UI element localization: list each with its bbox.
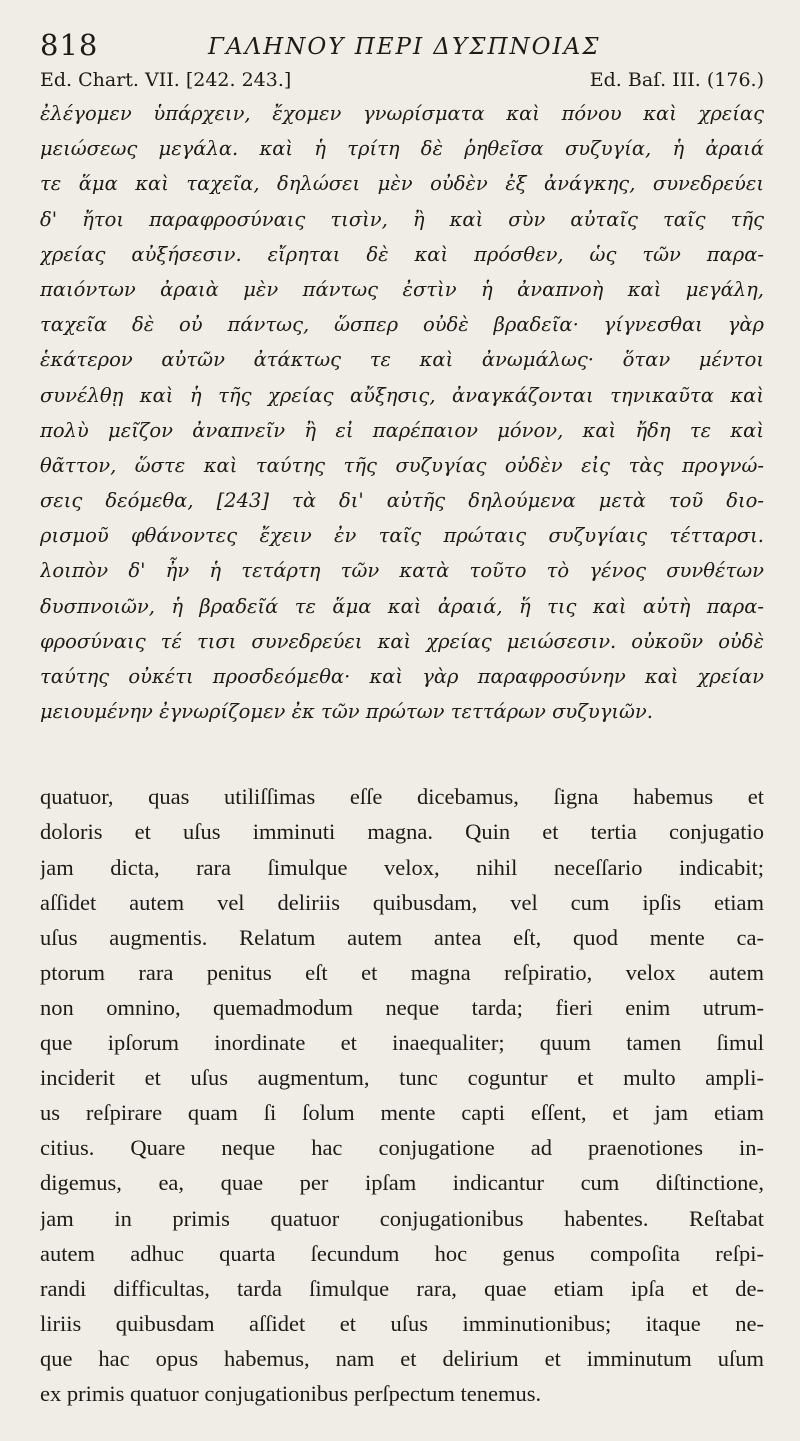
text-line: ex primis quatuor conjugationibus perſpectum tenemus. — [40, 1380, 542, 1406]
text-line: quatuor, quas utiliſſimas eſſe dicebamus, ſigna habemus et — [40, 784, 764, 810]
text-line: jam in primis quatuor conjugationibus habentes. Reſtabat — [40, 1205, 764, 1231]
text-line: non omnino, quemadmodum neque tarda; fieri enim utrum- — [40, 994, 764, 1020]
text-line: ἑκάτερον αὐτῶν ἀτάκτως τε καὶ ἀνωμάλως· ὅταν μέντοι — [40, 348, 764, 372]
running-head — [40, 22, 764, 66]
text-line: jam dicta, rara ſimulque velox, nihil neceſſario indicabit; — [40, 854, 764, 880]
latin-text-block — [40, 779, 764, 1411]
text-line: τε ἅμα καὶ ταχεῖα, δηλώσει μὲν οὐδὲν ἐξ ἀνάγκης, συνεδρεύει — [40, 172, 764, 196]
text-line: ταύτης οὐκέτι προσδεόμεθα· καὶ γὰρ παραφροσύνην καὶ χρείαν — [40, 665, 764, 688]
text-line: θᾶττον, ὥστε καὶ ταύτης τῆς συζυγίας οὐδὲν εἰς τὰς προγνώ- — [40, 453, 764, 477]
edition-reference-line — [40, 66, 764, 94]
text-line: σεις δεόμεθα, [243] τὰ δι' αὐτῆς δηλούμενα μετὰ τοῦ διο- — [40, 489, 764, 513]
text-line: liriis quibusdam aſſidet et uſus imminutionibus; itaque ne- — [40, 1310, 764, 1336]
text-line: uſus augmentis. Relatum autem antea eſt, quod mente ca- — [40, 924, 764, 950]
text-line: ἐλέγομεν ὑπάρχειν, ἔχομεν γνωρίσματα καὶ πόνου καὶ χρείας — [40, 102, 764, 125]
text-line: doloris et uſus imminuti magna. Quin et tertia conjugatio — [40, 819, 764, 845]
greek-text-block — [40, 96, 764, 729]
text-line: παιόντων ἀραιὰ μὲν πάντως ἐστὶν ἡ ἀναπνοὴ καὶ μεγάλη, — [40, 277, 764, 301]
text-line: δυσπνοιῶν, ἡ βραδεῖά τε ἅμα καὶ ἀραιά, ἥ τις καὶ αὐτὴ παρα- — [40, 594, 764, 618]
text-line: χρείας αὐξήσεσιν. εἴρηται δὲ καὶ πρόσθεν, ὡς τῶν παρα- — [40, 242, 764, 266]
text-line: inciderit et uſus augmentum, tunc coguntur et multo ampli- — [40, 1065, 764, 1091]
text-line: us reſpirare quam ſi ſolum mente capti eſſent, et jam etiam — [40, 1100, 764, 1126]
text-line: συνέλθῃ καὶ ἡ τῆς χρείας αὔξησις, ἀναγκάζονται τηνικαῦτα καὶ — [40, 383, 764, 407]
text-line: randi difficultas, tarda ſimulque rara, quae etiam ipſa et de- — [40, 1275, 764, 1301]
text-line: ptorum rara penitus eſt et magna reſpiratio, velox autem — [40, 959, 764, 985]
text-line: ρισμοῦ φθάνοντες ἔχειν ἐν ταῖς πρώταις συζυγίαις τέτταρσι. — [40, 524, 764, 548]
text-line: μειουμένην ἐγνωρίζομεν ἐκ τῶν πρώτων τεττάρων συζυγιῶν. — [40, 700, 653, 724]
text-line: digemus, ea, quae per ipſam indicantur cum diſtinctione, — [40, 1170, 764, 1196]
text-line: aſſidet autem vel deliriis quibusdam, vel cum ipſis etiam — [40, 889, 764, 915]
text-line: φροσύναις τέ τισι συνεδρεύει καὶ χρείας μειώσεσιν. οὐκοῦν οὐδὲ — [40, 629, 764, 653]
text-line: δ' ἤτοι παραφροσύναις τισὶν, ἢ καὶ σὺν αὐταῖς ταῖς τῆς — [40, 207, 764, 231]
edition-ref-chartier: Ed. Chart. VII. [242. 243.] — [40, 69, 292, 91]
text-line: citius. Quare neque hac conjugatione ad praenotiones in- — [40, 1135, 764, 1161]
text-line: πολὺ μεῖζον ἀναπνεῖν ἢ εἰ παρέπαιον μόνον, καὶ ἤδη τε καὶ — [40, 418, 764, 442]
text-line: λοιπὸν δ' ἦν ἡ τετάρτη τῶν κατὰ τοῦτο τὸ γένος συνθέτων — [40, 559, 764, 583]
text-line: μειώσεως μεγάλα. καὶ ἡ τρίτη δὲ ῥηθεῖσα συζυγία, ἡ ἀραιά — [40, 137, 764, 161]
edition-ref-basel: Ed. Baſ. III. (176.) — [589, 69, 764, 91]
text-line: ταχεῖα δὲ οὐ πάντως, ὥσπερ οὐδὲ βραδεῖα· γίγνεσθαι γὰρ — [40, 313, 764, 337]
text-line: que hac opus habemus, nam et delirium et imminutum uſum — [40, 1345, 764, 1371]
text-line: que ipſorum inordinate et inaequaliter; quum tamen ſimul — [40, 1030, 764, 1056]
text-line: autem adhuc quarta ſecundum hoc genus compoſita reſpi- — [40, 1240, 764, 1266]
page-number: 818 — [40, 28, 99, 62]
running-title: ΓΑΛΗΝΟΥ ΠΕΡΙ ΔΥΣΠΝΟΙΑΣ — [208, 34, 601, 60]
